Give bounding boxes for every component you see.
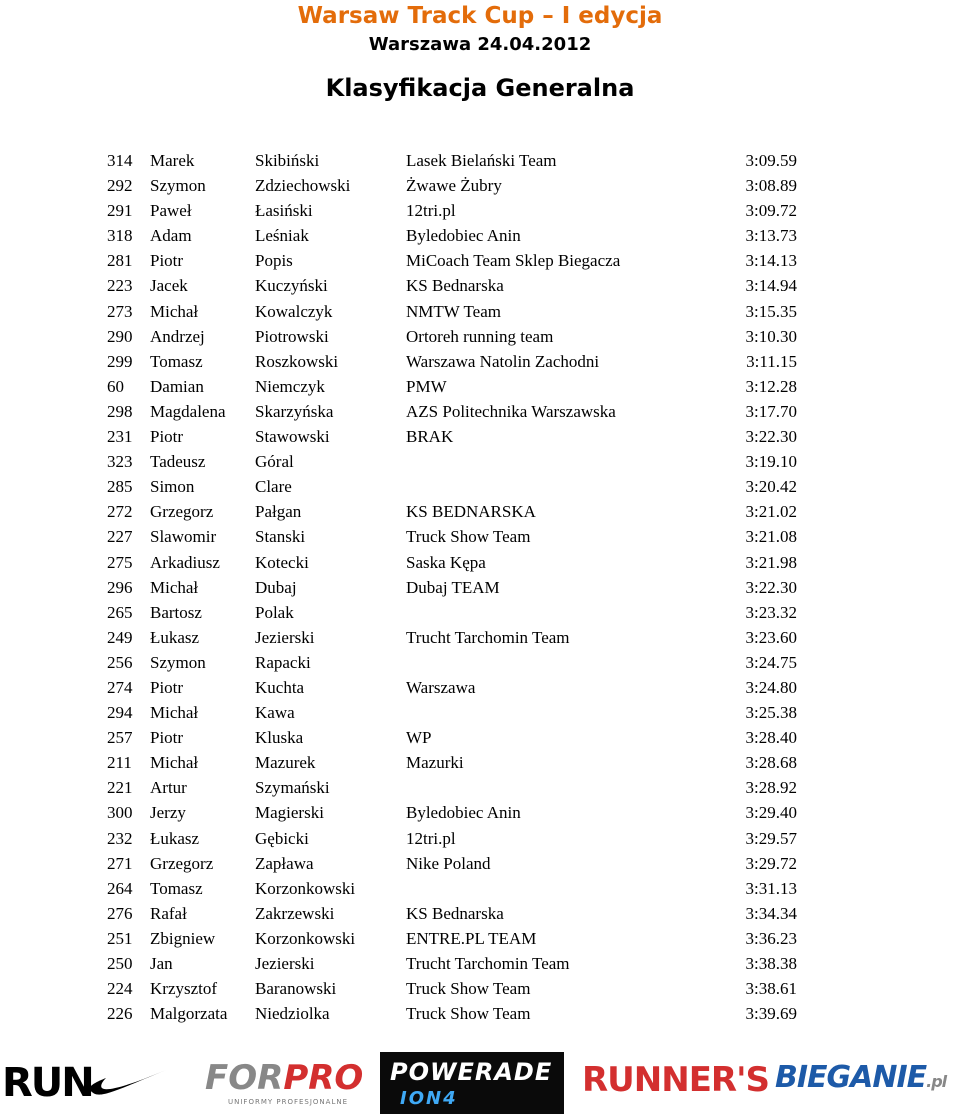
first-name: Łukasz xyxy=(150,627,200,647)
club-name: Truck Show Team xyxy=(406,979,531,999)
club-name: Warszawa Natolin Zachodni xyxy=(406,351,600,371)
finish-time: 3:38.61 xyxy=(745,979,797,999)
finish-time: 3:13.73 xyxy=(745,226,797,246)
first-name: Artur xyxy=(150,778,187,798)
bib-number: 275 xyxy=(107,552,133,572)
table-row xyxy=(107,299,797,324)
table-row xyxy=(107,273,797,298)
last-name: Roszkowski xyxy=(255,351,339,371)
bib-number: 226 xyxy=(107,1004,133,1024)
first-name: Krzysztof xyxy=(150,979,218,999)
first-name: Michał xyxy=(150,703,199,723)
bib-number: 323 xyxy=(107,452,133,472)
bib-number: 250 xyxy=(107,954,133,973)
finish-time: 3:08.89 xyxy=(745,176,797,196)
club-name: KS Bednarska xyxy=(406,276,504,296)
table-row xyxy=(107,976,797,1001)
table-row xyxy=(107,700,797,725)
finish-time: 3:19.10 xyxy=(745,452,797,472)
bieganie-domain: .pl xyxy=(926,1072,947,1091)
club-name: Warszawa xyxy=(406,677,476,697)
first-name: Jacek xyxy=(150,276,188,296)
finish-time: 3:28.68 xyxy=(745,753,797,773)
runners-world-logo: RUNNER'S xyxy=(582,1060,770,1100)
club-name: Byledobiec Anin xyxy=(406,226,521,246)
table-row xyxy=(107,926,797,951)
bib-number: 231 xyxy=(107,427,133,447)
table-row xyxy=(107,851,797,876)
club-name: Trucht Tarchomin Team xyxy=(406,954,570,973)
finish-time: 3:34.34 xyxy=(745,903,797,923)
bib-number: 291 xyxy=(107,201,133,221)
first-name: Jan xyxy=(150,954,173,973)
first-name: Piotr xyxy=(150,677,184,697)
first-name: Adam xyxy=(150,226,192,246)
finish-time: 3:22.30 xyxy=(745,577,797,597)
bib-number: 60 xyxy=(107,376,124,396)
finish-time: 3:23.60 xyxy=(745,627,797,647)
first-name: Rafał xyxy=(150,903,187,923)
bib-number: 296 xyxy=(107,577,133,597)
first-name: Grzegorz xyxy=(150,853,214,873)
bib-number: 300 xyxy=(107,803,133,823)
club-name: Byledobiec Anin xyxy=(406,803,521,823)
last-name: Kawa xyxy=(255,703,295,723)
club-name: Truck Show Team xyxy=(406,1004,531,1024)
finish-time: 3:29.40 xyxy=(745,803,797,823)
bib-number: 264 xyxy=(107,878,133,898)
forpro-logo xyxy=(205,1058,363,1098)
club-name: ENTRE.PL TEAM xyxy=(406,928,537,948)
finish-time: 3:20.42 xyxy=(745,477,797,497)
bib-number: 318 xyxy=(107,226,133,246)
first-name: Michał xyxy=(150,753,199,773)
last-name: Polak xyxy=(255,602,294,622)
bib-number: 249 xyxy=(107,627,133,647)
table-row xyxy=(107,625,797,650)
first-name: Łukasz xyxy=(150,828,200,848)
bib-number: 274 xyxy=(107,677,133,697)
bib-number: 211 xyxy=(107,753,132,773)
table-row xyxy=(107,248,797,273)
club-name: WP xyxy=(406,728,432,748)
club-name: Trucht Tarchomin Team xyxy=(406,627,570,647)
bib-number: 292 xyxy=(107,176,133,196)
table-row xyxy=(107,324,797,349)
first-name: Piotr xyxy=(150,728,184,748)
last-name: Zakrzewski xyxy=(255,903,335,923)
last-name: Mazurek xyxy=(255,753,316,773)
last-name: Stanski xyxy=(255,527,306,547)
table-row xyxy=(107,800,797,825)
bib-number: 232 xyxy=(107,828,133,848)
run-logo: RUN xyxy=(2,1060,93,1106)
last-name: Korzonkowski xyxy=(255,878,356,898)
last-name: Leśniak xyxy=(255,226,309,246)
last-name: Szymański xyxy=(255,778,330,798)
last-name: Kuchta xyxy=(255,677,305,697)
finish-time: 3:36.23 xyxy=(745,928,797,948)
forpro-tagline: UNIFORMY PROFESJONALNE xyxy=(228,1098,349,1106)
last-name: Kowalczyk xyxy=(255,301,333,321)
bib-number: 285 xyxy=(107,477,133,497)
finish-time: 3:22.30 xyxy=(745,427,797,447)
table-row xyxy=(107,223,797,248)
finish-time: 3:09.59 xyxy=(745,151,797,170)
finish-time: 3:14.94 xyxy=(745,276,797,296)
last-name: Clare xyxy=(255,477,292,497)
first-name: Simon xyxy=(150,477,195,497)
first-name: Szymon xyxy=(150,176,206,196)
bib-number: 281 xyxy=(107,251,133,271)
finish-time: 3:12.28 xyxy=(745,376,797,396)
finish-time: 3:23.32 xyxy=(745,602,797,622)
finish-time: 3:21.08 xyxy=(745,527,797,547)
club-name: MiCoach Team Sklep Biegacza xyxy=(406,251,621,271)
last-name: Magierski xyxy=(255,803,324,823)
last-name: Zapława xyxy=(255,853,314,873)
last-name: Jezierski xyxy=(255,627,315,647)
table-row xyxy=(107,499,797,524)
finish-time: 3:17.70 xyxy=(745,401,797,421)
finish-time: 3:28.40 xyxy=(745,728,797,748)
finish-time: 3:11.15 xyxy=(746,351,797,371)
bib-number: 298 xyxy=(107,401,133,421)
first-name: Magdalena xyxy=(150,401,226,421)
finish-time: 3:31.13 xyxy=(745,878,797,898)
finish-time: 3:14.13 xyxy=(745,251,797,271)
bib-number: 223 xyxy=(107,276,133,296)
table-row xyxy=(107,775,797,800)
last-name: Skarzyńska xyxy=(255,401,334,421)
first-name: Tomasz xyxy=(150,351,203,371)
finish-time: 3:21.02 xyxy=(745,502,797,522)
club-name: Żwawe Żubry xyxy=(406,176,502,196)
club-name: Dubaj TEAM xyxy=(406,577,500,597)
club-name: Truck Show Team xyxy=(406,527,531,547)
sponsors-bar xyxy=(0,1050,960,1116)
club-name: KS BEDNARSKA xyxy=(406,502,536,522)
finish-time: 3:21.98 xyxy=(745,552,797,572)
bib-number: 271 xyxy=(107,853,133,873)
table-row xyxy=(107,550,797,575)
club-name: 12tri.pl xyxy=(406,828,456,848)
first-name: Grzegorz xyxy=(150,502,214,522)
club-name: Mazurki xyxy=(406,753,464,773)
finish-time: 3:39.69 xyxy=(745,1004,797,1024)
club-name: AZS Politechnika Warszawska xyxy=(406,401,616,421)
first-name: Marek xyxy=(150,151,195,170)
table-row xyxy=(107,424,797,449)
document-title: Warsaw Track Cup – I edycja xyxy=(297,3,663,29)
last-name: Korzonkowski xyxy=(255,928,356,948)
first-name: Jerzy xyxy=(150,803,186,823)
last-name: Jezierski xyxy=(255,954,315,973)
bib-number: 256 xyxy=(107,652,133,672)
powerade-logo xyxy=(380,1052,564,1114)
first-name: Zbigniew xyxy=(150,928,216,948)
finish-time: 3:10.30 xyxy=(745,326,797,346)
table-row xyxy=(107,750,797,775)
last-name: Niedziolka xyxy=(255,1004,330,1024)
club-name: KS Bednarska xyxy=(406,903,504,923)
club-name: Saska Kępa xyxy=(406,552,486,572)
ion-text: ION4 xyxy=(400,1088,458,1109)
table-row xyxy=(107,449,797,474)
forpro-for: FOR xyxy=(205,1058,284,1098)
finish-time: 3:28.92 xyxy=(745,778,797,798)
table-row xyxy=(107,876,797,901)
table-row xyxy=(107,650,797,675)
last-name: Stawowski xyxy=(255,427,330,447)
finish-time: 3:29.72 xyxy=(745,853,797,873)
first-name: Andrzej xyxy=(150,326,205,346)
section-title: Klasyfikacja Generalna xyxy=(325,74,635,102)
first-name: Szymon xyxy=(150,652,206,672)
finish-time: 3:24.80 xyxy=(745,677,797,697)
bib-number: 224 xyxy=(107,979,133,999)
bib-number: 273 xyxy=(107,301,133,321)
last-name: Góral xyxy=(255,452,294,472)
bieganie-logo xyxy=(775,1060,946,1095)
table-row xyxy=(107,349,797,374)
last-name: Popis xyxy=(255,251,293,271)
finish-time: 3:09.72 xyxy=(745,201,797,221)
first-name: Arkadiusz xyxy=(150,552,220,572)
first-name: Paweł xyxy=(150,201,192,221)
table-row xyxy=(107,1001,797,1026)
table-row xyxy=(107,826,797,851)
table-row xyxy=(107,524,797,549)
finish-time: 3:29.57 xyxy=(745,828,797,848)
bib-number: 276 xyxy=(107,903,133,923)
table-row xyxy=(107,474,797,499)
table-row xyxy=(107,575,797,600)
first-name: Damian xyxy=(150,376,204,396)
club-name: Ortoreh running team xyxy=(406,326,554,346)
bib-number: 257 xyxy=(107,728,133,748)
bib-number: 251 xyxy=(107,928,133,948)
last-name: Kotecki xyxy=(255,552,309,572)
finish-time: 3:38.38 xyxy=(745,954,797,973)
table-row xyxy=(107,901,797,926)
club-name: 12tri.pl xyxy=(406,201,456,221)
bib-number: 314 xyxy=(107,151,133,170)
last-name: Skibiński xyxy=(255,151,320,170)
table-row xyxy=(107,399,797,424)
last-name: Kluska xyxy=(255,728,304,748)
table-row xyxy=(107,600,797,625)
bib-number: 272 xyxy=(107,502,133,522)
last-name: Dubaj xyxy=(255,577,297,597)
document-subtitle: Warszawa 24.04.2012 xyxy=(368,34,592,55)
club-name: BRAK xyxy=(406,427,454,447)
table-row xyxy=(107,675,797,700)
forpro-pro: PRO xyxy=(283,1058,364,1098)
swoosh-logo-icon xyxy=(88,1066,168,1096)
last-name: Rapacki xyxy=(255,652,311,672)
first-name: Slawomir xyxy=(150,527,217,547)
last-name: Piotrowski xyxy=(255,326,329,346)
table-row xyxy=(107,951,797,976)
table-row xyxy=(107,374,797,399)
first-name: Piotr xyxy=(150,251,184,271)
first-name: Tadeusz xyxy=(150,452,206,472)
bib-number: 227 xyxy=(107,527,133,547)
first-name: Piotr xyxy=(150,427,184,447)
first-name: Bartosz xyxy=(150,602,202,622)
last-name: Gębicki xyxy=(255,828,309,848)
club-name: PMW xyxy=(406,376,447,396)
first-name: Michał xyxy=(150,301,199,321)
club-name: Nike Poland xyxy=(406,853,491,873)
bib-number: 221 xyxy=(107,778,133,798)
last-name: Łasiński xyxy=(255,201,313,221)
finish-time: 3:25.38 xyxy=(745,703,797,723)
finish-time: 3:24.75 xyxy=(745,652,797,672)
club-name: Lasek Bielański Team xyxy=(406,151,557,170)
first-name: Malgorzata xyxy=(150,1004,228,1024)
bib-number: 299 xyxy=(107,351,133,371)
last-name: Zdziechowski xyxy=(255,176,351,196)
first-name: Tomasz xyxy=(150,878,203,898)
table-row xyxy=(107,148,797,173)
finish-time: 3:15.35 xyxy=(745,301,797,321)
bib-number: 294 xyxy=(107,703,133,723)
bib-number: 265 xyxy=(107,602,133,622)
bib-number: 290 xyxy=(107,326,133,346)
table-row xyxy=(107,173,797,198)
results-list xyxy=(107,148,797,1026)
club-name: NMTW Team xyxy=(406,301,501,321)
last-name: Kuczyński xyxy=(255,276,328,296)
table-row xyxy=(107,198,797,223)
powerade-text: POWERADE xyxy=(390,1058,553,1086)
last-name: Pałgan xyxy=(255,502,302,522)
bieganie-text: BIEGANIE xyxy=(775,1060,927,1095)
table-row xyxy=(107,725,797,750)
first-name: Michał xyxy=(150,577,199,597)
last-name: Niemczyk xyxy=(255,376,325,396)
last-name: Baranowski xyxy=(255,979,337,999)
